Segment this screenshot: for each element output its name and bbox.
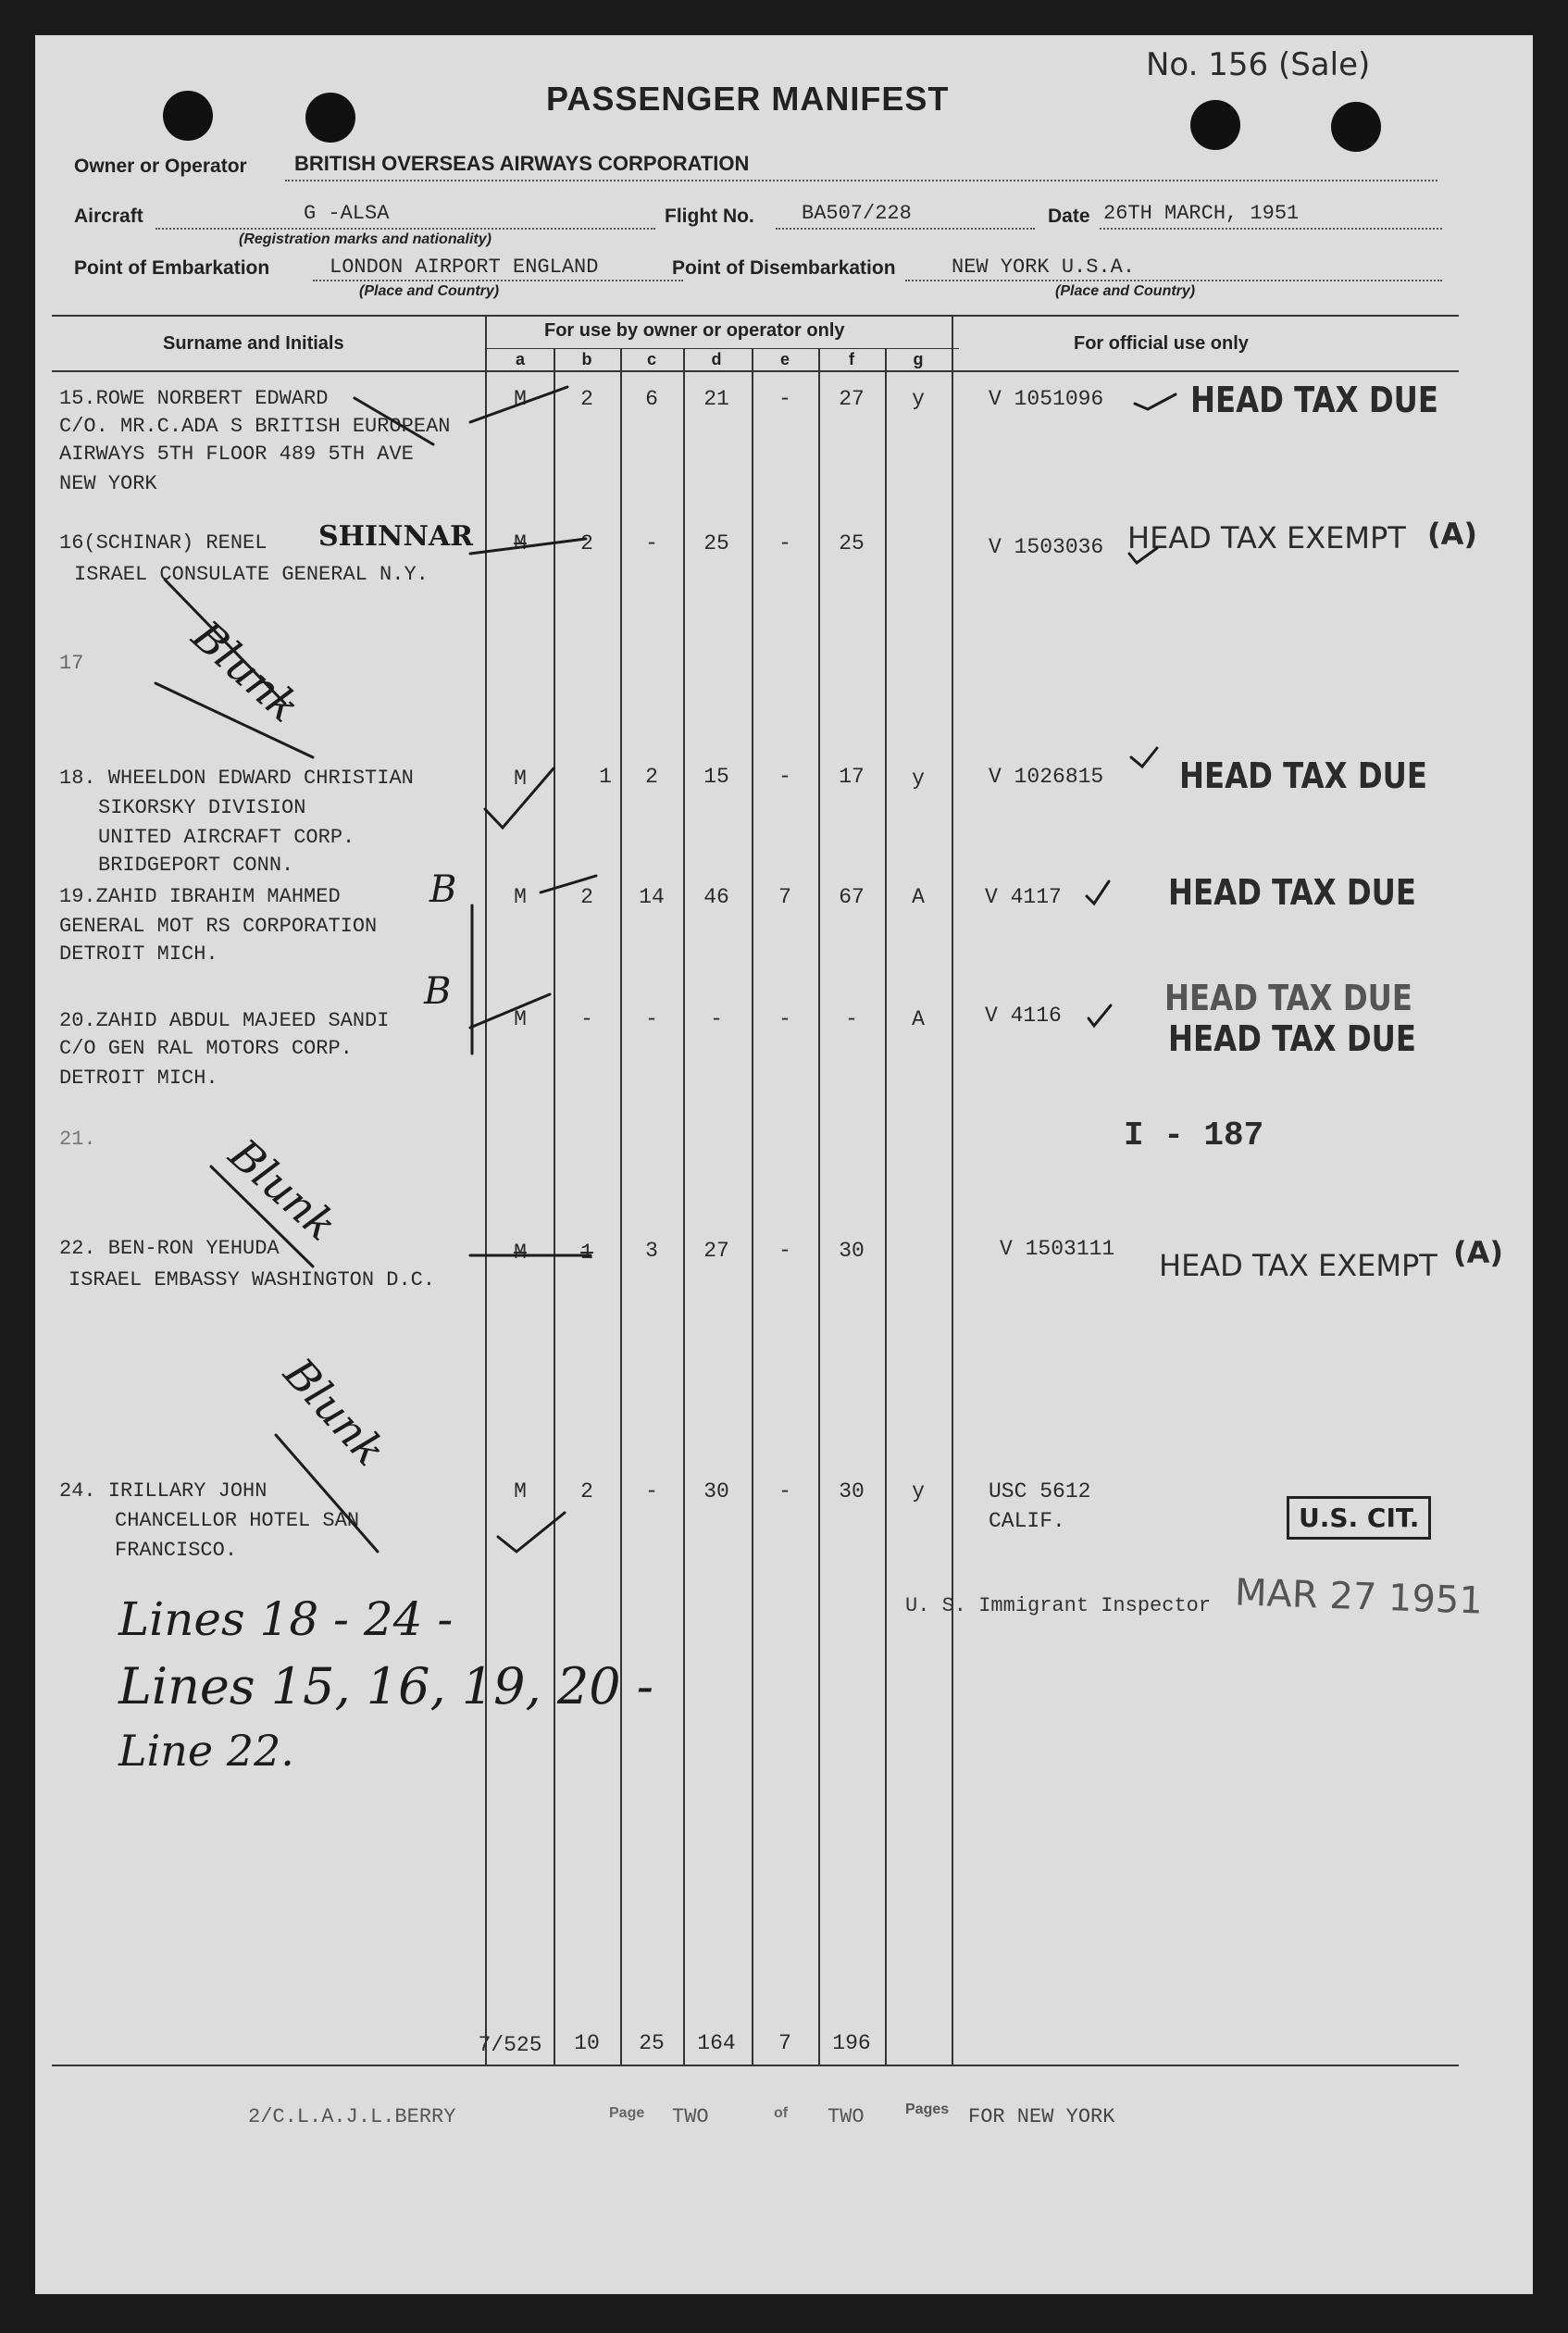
of-label: of [774,2105,789,2121]
table-row-address: GENERAL MOT RS CORPORATION [59,915,378,938]
cell-c: 3 [645,1239,658,1263]
handwritten-line: Lines 18 - 24 - [118,1592,454,1646]
sub-col-e: e [779,350,790,368]
disembark-sub: (Place and Country) [1055,283,1196,299]
tax-stamp: HEAD TAX DUE [1168,1018,1416,1059]
pages-value: FOR NEW YORK [968,2105,1115,2128]
cell-d: - [710,1007,723,1031]
visa-number: V 1026815 [989,765,1104,789]
cell-a: M [514,531,527,555]
cell-f: 67 [839,885,865,909]
table-row-name: 22. BEN-RON YEHUDA [59,1237,280,1260]
cell-e: - [778,531,791,555]
aircraft-sub: (Registration marks and nationality) [239,231,492,247]
visa-number: V 4116 [985,1004,1062,1028]
page-value: TWO [672,2105,709,2128]
cell-c: 2 [645,765,658,789]
sub-col-b: b [581,350,592,368]
cell-g: A [912,1007,925,1031]
cell-f: 25 [839,531,865,555]
sub-col-g: g [913,350,924,368]
cell-d: 30 [703,1479,729,1503]
handwritten-mark: B [424,970,452,1013]
table-row-address: CHANCELLOR HOTEL SAN [115,1509,360,1532]
tax-stamp-mark: (A) [1453,1235,1504,1270]
cell-c: - [645,1007,658,1031]
tax-stamp: HEAD TAX DUE [1179,755,1427,796]
cell-b: - [580,1007,593,1031]
col-header-owner: For use by owner or operator only [544,320,845,341]
date-stamp: MAR 27 1951 [1234,1571,1484,1623]
cell-a: M [514,1479,527,1503]
pages-label: Pages [905,2102,950,2117]
table-row-address: SIKORSKY DIVISION [98,796,306,819]
table-row-name: 18. WHEELDON EDWARD CHRISTIAN [59,767,414,790]
aircraft-label: Aircraft [74,206,143,227]
total-f: 196 [832,2031,871,2055]
cell-d: 46 [703,885,729,909]
table-row-address: ISRAEL EMBASSY WASHINGTON D.C. [68,1268,436,1291]
tax-stamp: HEAD TAX DUE [1190,380,1438,420]
col-header-name: Surname and Initials [163,333,344,354]
cell-g: y [912,767,925,791]
cell-e: - [778,1479,791,1503]
agent-signature: 2/C.L.A.J.L.BERRY [248,2105,456,2128]
table-row-address: BRIDGEPORT CONN. [98,854,294,877]
cell-e: - [778,765,791,789]
table-row-name: 24. IRILLARY JOHN [59,1479,268,1503]
cell-c: 14 [639,885,665,909]
aircraft-value: G -ALSA [304,202,390,225]
table-row-name: 19.ZAHID IBRAHIM MAHMED [59,885,341,908]
table-row-address: C/O. MR.C.ADA S BRITISH EUROPEAN [59,415,451,438]
pen-marks [35,35,1533,2294]
cell-d: 27 [703,1239,729,1263]
owner-value: BRITISH OVERSEAS AIRWAYS CORPORATION [294,152,750,175]
disembark-value: NEW YORK U.S.A. [952,256,1136,279]
table-row-name: 17 [59,652,84,675]
sub-col-c: c [646,350,656,368]
table-row-address: NEW YORK [59,472,157,495]
disembark-label: Point of Disembarkation [672,257,896,279]
cell-e: 7 [778,885,791,909]
embark-sub: (Place and Country) [359,283,500,299]
sub-col-f: f [849,350,854,368]
visa-number: V 1503036 [989,535,1104,559]
table-row-address: C/O GEN RAL MOTORS CORP. [59,1037,353,1060]
sub-col-a: a [515,350,525,368]
table-row-address: ISRAEL CONSULATE GENERAL N.Y. [74,563,429,586]
flight-label: Flight No. [665,206,754,227]
document-number: No. 156 (Sale) [1146,46,1371,83]
total-e: 7 [778,2031,791,2055]
inspector-label: U. S. Immigrant Inspector [905,1594,1212,1617]
total-a: 7/525 [478,2033,542,2057]
tax-stamp-mark: (A) [1427,517,1478,552]
cell-f: 17 [839,765,865,789]
cell-d: 21 [703,387,729,411]
owner-label: Owner or Operator [74,156,247,177]
total-c: 25 [639,2031,665,2055]
cell-a: M [514,1007,527,1031]
table-row-name: 20.ZAHID ABDUL MAJEED SANDI [59,1009,390,1032]
tax-stamp: HEAD TAX DUE [1164,978,1412,1018]
cell-b: 1 [580,1241,593,1265]
flight-value: BA507/228 [802,202,912,225]
visa-number: USC 5612 [989,1479,1091,1503]
table-row-name: 16(SCHINAR) RENEL [59,531,268,555]
table-row-address: DETROIT MICH. [59,1067,218,1090]
cell-a: M [514,767,527,791]
table-row-address: DETROIT MICH. [59,942,218,966]
table-row-name: 15.ROWE NORBERT EDWARD [59,387,329,410]
official-note: I - 187 [1124,1117,1264,1154]
cell-f: 30 [839,1239,865,1263]
tax-stamp: HEAD TAX DUE [1168,872,1416,913]
cell-g: y [912,387,925,411]
cell-d: 25 [703,531,729,555]
cell-c: 6 [645,387,658,411]
cell-b: 2 [580,531,593,555]
cell-b: 2 [580,885,593,909]
cell-e: - [778,387,791,411]
cell-e: - [778,1239,791,1263]
cell-b: 1 [599,765,612,789]
visa-number: V 4117 [985,885,1062,909]
cell-g: A [912,885,925,909]
of-value: TWO [828,2105,865,2128]
embark-label: Point of Embarkation [74,257,270,279]
total-b: 10 [574,2031,600,2055]
handwritten-line: Line 22. [118,1726,294,1776]
visa-number: V 1503111 [1000,1237,1115,1261]
cell-c: - [645,531,658,555]
page-label: Page [609,2105,645,2121]
visa-number: V 1051096 [989,387,1104,411]
table-row-address: FRANCISCO. [115,1539,238,1562]
date-value: 26TH MARCH, 1951 [1103,202,1300,225]
tax-stamp: HEAD TAX EXEMPT [1159,1248,1437,1283]
handwritten-mark: B [429,868,457,911]
date-label: Date [1048,206,1090,227]
cell-d: 15 [703,765,729,789]
table-row-address: UNITED AIRCRAFT CORP. [98,826,355,849]
visa-state: CALIF. [989,1509,1065,1533]
initials: Blunk [219,1129,347,1251]
citizenship-stamp: U.S. CIT. [1287,1496,1431,1540]
page-title: PASSENGER MANIFEST [546,80,950,118]
handwritten-name: SHINNAR [318,520,474,553]
cell-a: M [514,387,527,411]
initials: Blunk [182,610,310,732]
initials: Blunk [274,1348,396,1476]
handwritten-line: Lines 15, 16, 19, 20 - [118,1657,653,1715]
embark-value: LONDON AIRPORT ENGLAND [330,256,599,279]
cell-b: 2 [580,1479,593,1503]
cell-c: - [645,1479,658,1503]
cell-b: 2 [580,387,593,411]
table-row-name: 21. [59,1128,96,1151]
cell-e: - [778,1007,791,1031]
table-row-address: AIRWAYS 5TH FLOOR 489 5TH AVE [59,443,414,466]
cell-g: y [912,1479,925,1503]
cell-f: - [845,1007,858,1031]
cell-f: 27 [839,387,865,411]
cell-f: 30 [839,1479,865,1503]
cell-a: M [514,1241,527,1265]
col-header-official: For official use only [1074,333,1249,354]
tax-stamp: HEAD TAX EXEMPT [1127,520,1406,555]
cell-a: M [514,885,527,909]
manifest-sheet [35,35,1533,2294]
sub-col-d: d [711,350,722,368]
total-d: 164 [697,2031,736,2055]
